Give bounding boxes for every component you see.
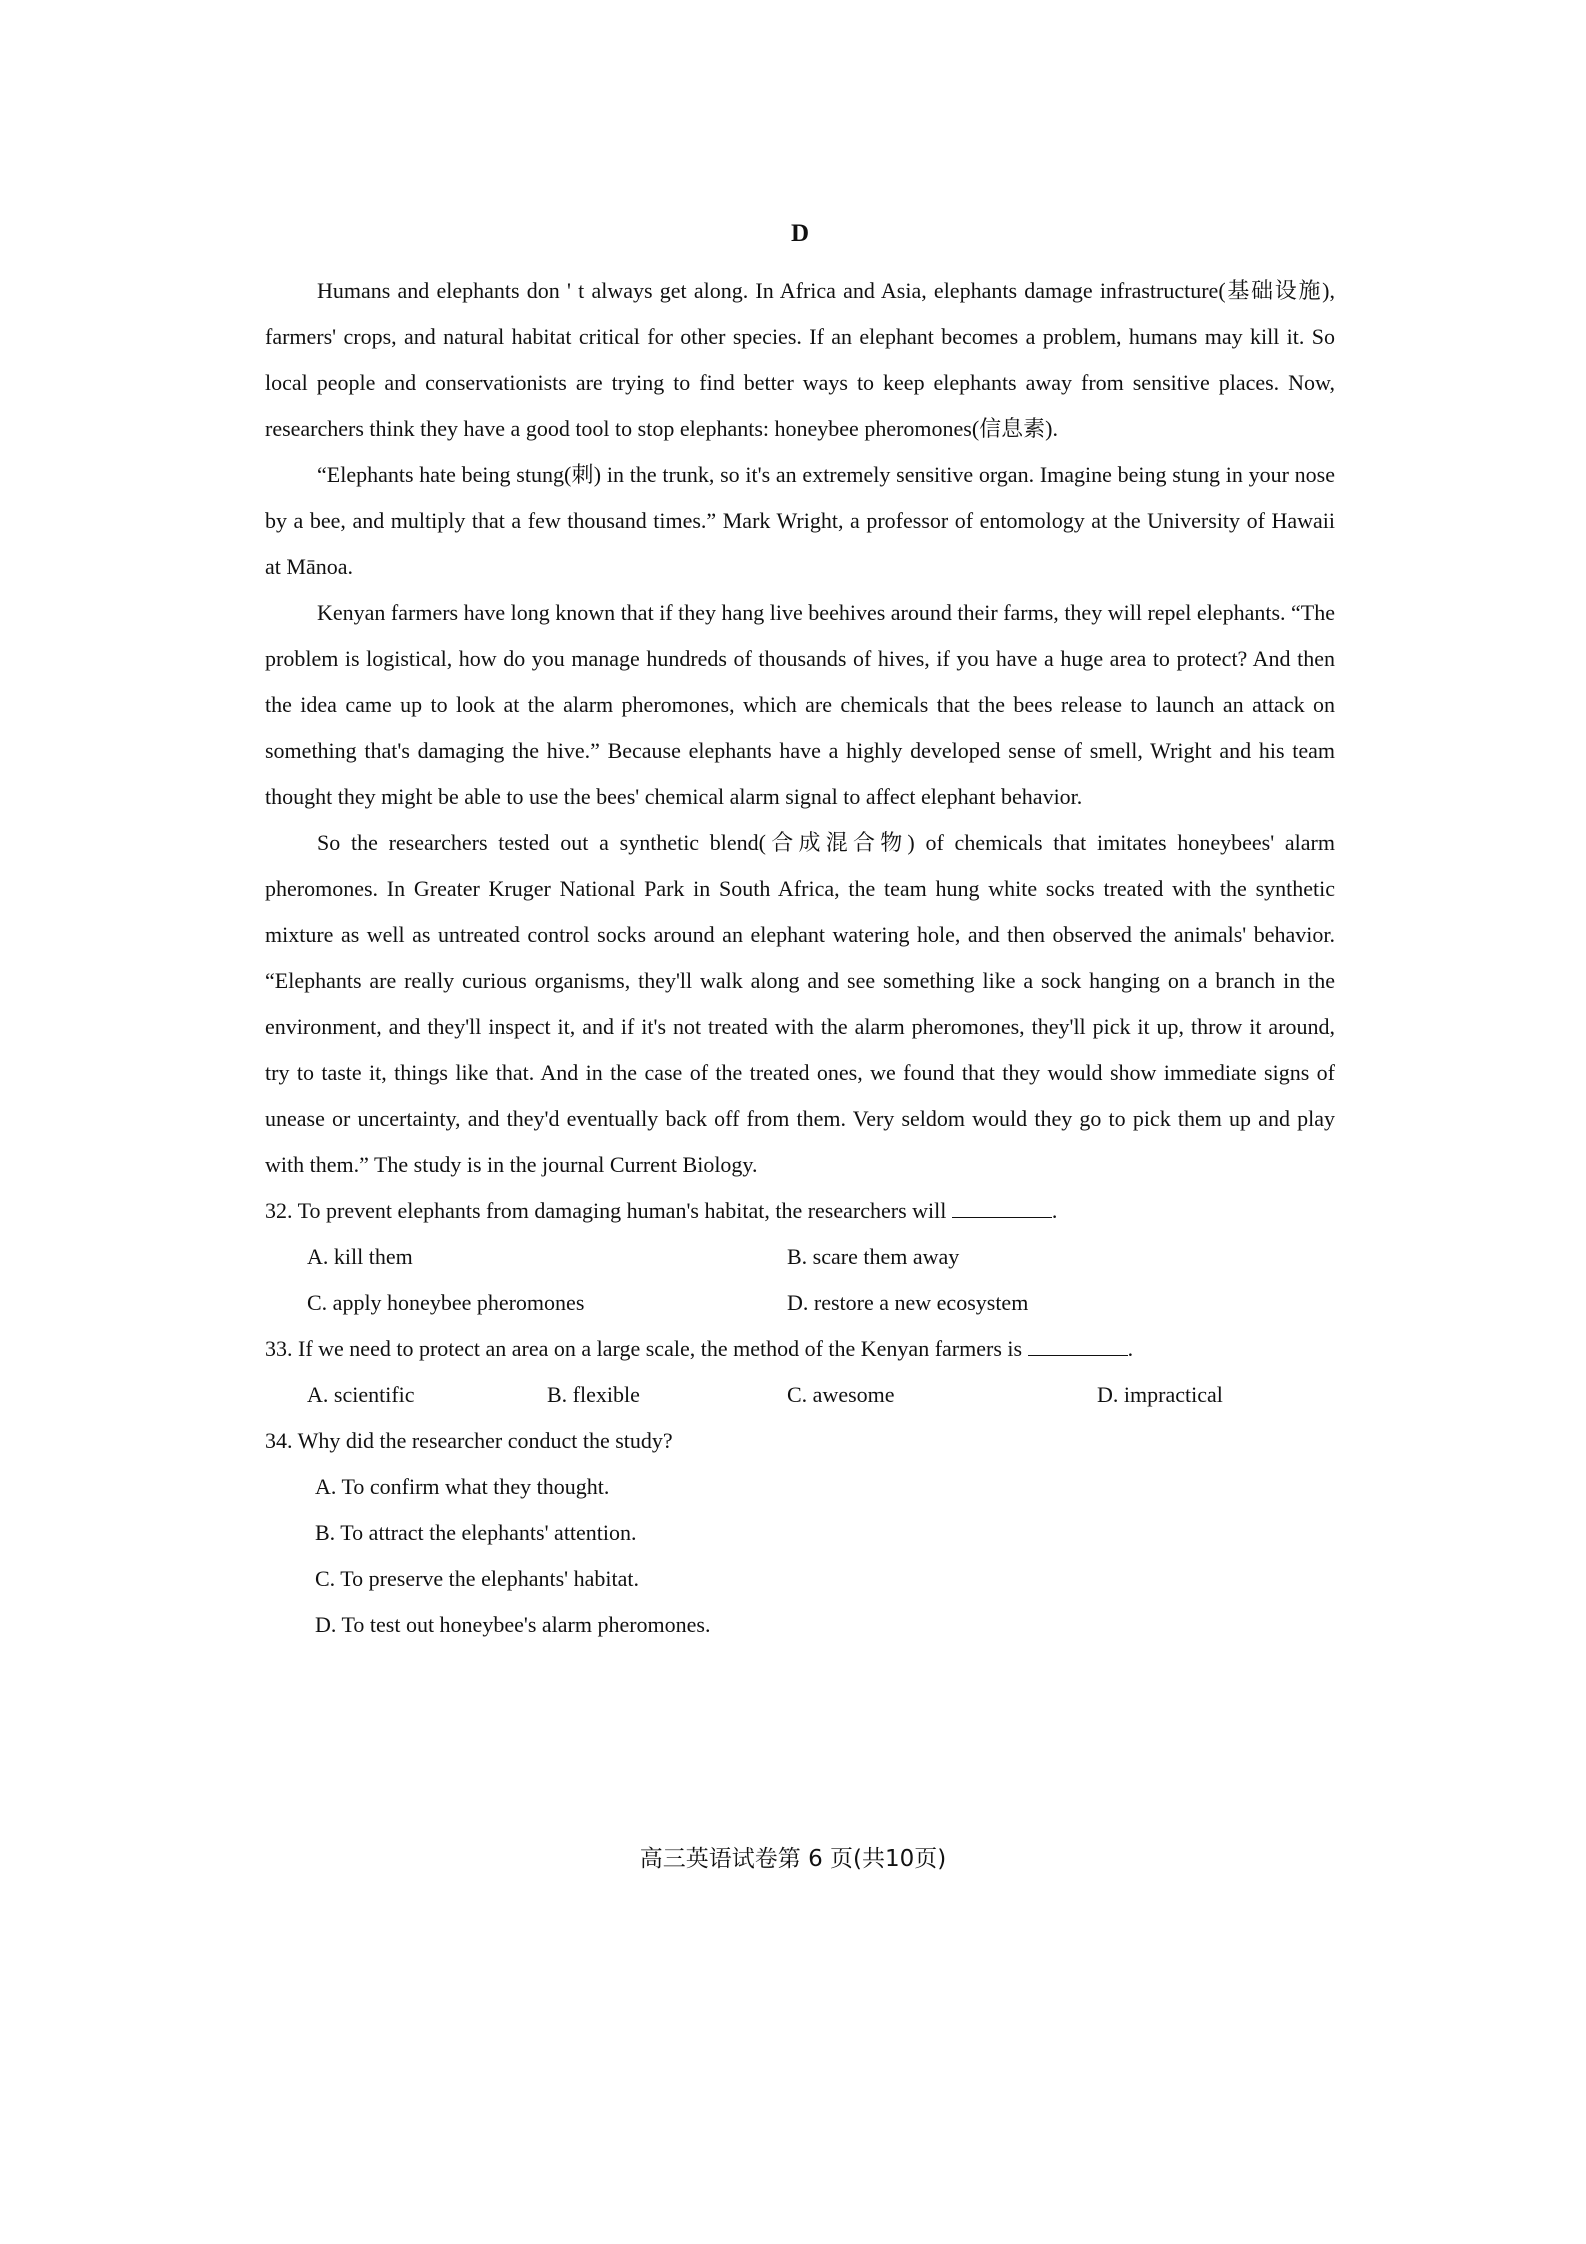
options <box>265 1372 1335 1418</box>
answer-blank <box>952 1199 1052 1218</box>
option-b: B. scare them away <box>787 1244 960 1269</box>
option-b: B. To attract the elephants' attention. <box>315 1520 637 1545</box>
option-c: C. apply honeybee pheromones <box>307 1290 585 1315</box>
options <box>265 1234 1335 1326</box>
question-stem: 34. Why did the researcher conduct the study? <box>265 1428 673 1453</box>
option-c: C. awesome <box>787 1382 895 1407</box>
passage-paragraph-3: Kenyan farmers have long known that if they hang live beehives around their farms, they will repel elephants. “The problem is logistical, how do you manage hundreds of thousands of hives, if you have a huge area to protect? And then the idea came up to look at the alarm pheromones, which are chemicals that the bees release to launch an attack on something that's damaging the hive.” Because elephants have a highly developed sense of smell, Wright and his team thought they might be able to use the bees' chemical alarm signal to affect elephant behavior. <box>265 600 1335 809</box>
options <box>265 1464 1335 1648</box>
question-32: 32. To prevent elephants from damaging human's habitat, the researchers will . A. kill them B. scare them away C. apply honeybee pheromones D. restore a new ecosystem <box>265 1188 1335 1326</box>
question-33: 33. If we need to protect an area on a large scale, the method of the Kenyan farmers is . A. scientific B. flexible C. awesome D. impractical <box>265 1326 1335 1418</box>
page-footer: 高三英语试卷第 6 页(共10页) <box>639 1846 947 1872</box>
option-a: A. kill them <box>307 1244 413 1269</box>
option-c: C. To preserve the elephants' habitat. <box>315 1566 639 1591</box>
option-d: D. To test out honeybee's alarm pheromones. <box>315 1612 711 1637</box>
exam-page <box>265 220 1335 1648</box>
answer-blank <box>1028 1337 1128 1356</box>
question-stem: 33. If we need to protect an area on a large scale, the method of the Kenyan farmers is <box>265 1336 1023 1361</box>
option-a: A. To confirm what they thought. <box>315 1474 610 1499</box>
option-a: A. scientific <box>307 1382 415 1407</box>
option-b: B. flexible <box>547 1382 640 1407</box>
passage-paragraph-4: So the researchers tested out a synthetic blend(合成混合物) of chemicals that imitates honeybees' alarm pheromones. In Greater Kruger National Park in South Africa, the team hung white socks treated with the synthetic mixture as well as untreated control socks around an elephant watering hole, and then observed the animals' behavior. “Elephants are really curious organisms, they'll walk along and see something like a sock hanging on a branch in the environment, and they'll inspect it, and if it's not treated with the alarm pheromones, they'll pick it up, throw it around, try to taste it, things like that. And in the case of the treated ones, we found that they would show immediate signs of unease or uncertainty, and they'd eventually back off from them. Very seldom would they go to pick them up and play with them.” The study is in the journal Current Biology. <box>265 830 1335 1177</box>
section-title: D <box>790 220 810 247</box>
question-stem: 32. To prevent elephants from damaging human's habitat, the researchers will <box>265 1198 947 1223</box>
question-34 <box>265 1418 1335 1648</box>
option-d: D. restore a new ecosystem <box>787 1290 1029 1315</box>
option-d: D. impractical <box>1097 1382 1223 1407</box>
passage-paragraph-1: Humans and elephants don ' t always get along. In Africa and Asia, elephants damage infrastructure(基础设施), farmers' crops, and natural habitat critical for other species. If an elephant becomes a problem, humans may kill it. So local people and conservationists are trying to find better ways to keep elephants away from sensitive places. Now, researchers think they have a good tool to stop elephants: honeybee pheromones(信息素). <box>265 278 1335 441</box>
passage-paragraph-2: “Elephants hate being stung(刺) in the trunk, so it's an extremely sensitive organ. Imagine being stung in your nose by a bee, and multiply that a few thousand times.” Mark Wright, a professor of entomology at the University of Hawaii at Mānoa. <box>265 462 1335 579</box>
